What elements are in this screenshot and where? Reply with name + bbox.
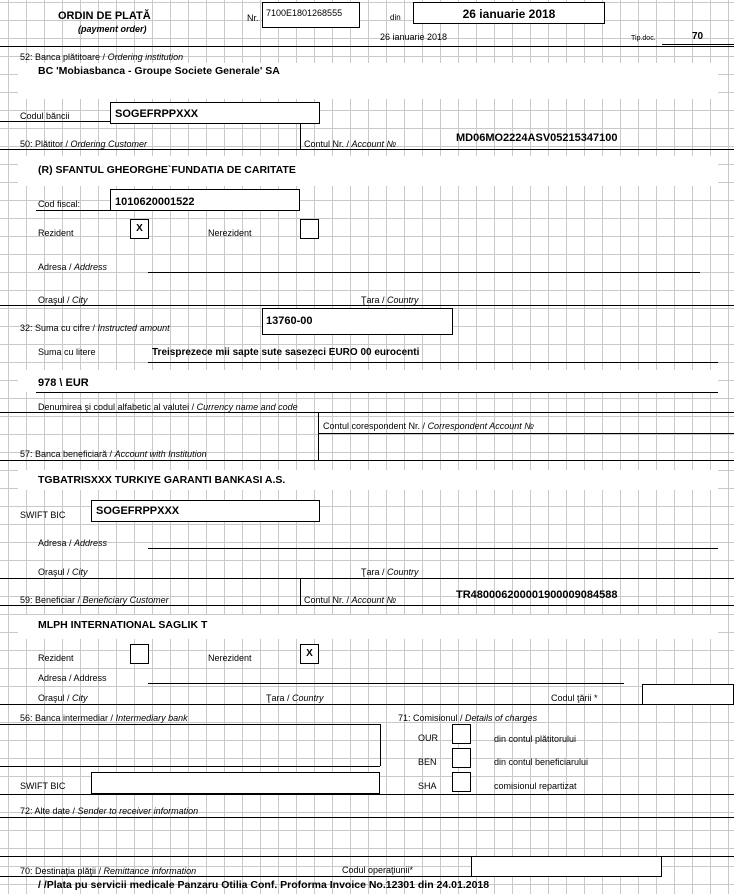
beneficiary-bank-name: TGBATRISXXX TURKIYE GARANTI BANKASI A.S. [38,474,286,486]
ben-nonresident-checkbox[interactable]: X [300,644,319,664]
ben-nonresident-label: Nerezident [208,653,252,663]
ben-country-code-label: Codul ţării * [551,693,598,703]
amount-value: 13760-00 [266,315,313,327]
bb-swift-value: SOGEFRPPXXX [96,505,180,517]
remittance-value: / /Plata pu servicii medicale Panzaru Otilia Conf. Proforma Invoice No.12301 din 24.01.2018 [38,879,490,891]
payer-nonresident-checkbox[interactable] [300,219,319,239]
ben-country-label: Ţara / Country [266,693,324,703]
nr-label: Nr. [247,13,259,23]
ben-resident-label: Rezident [38,653,74,663]
payer-name: (R) SFANTUL GHEORGHE`FUNDATIA DE CARITATE [38,164,296,176]
amount-box [262,308,453,335]
remittance-label: 70: Destinaţia plăţii / Remittance information [20,866,197,876]
amount-label: 32: Suma cu cifre / Instructed amount [20,323,170,333]
payer-city-line [0,305,734,306]
payer-label: 50: Plătitor / Ordering Customer [20,139,148,149]
charges-label: 71: Comisionul / Details of charges [398,713,538,723]
bb-country-label: Ţara / Country [361,567,419,577]
bb-swift-label: SWIFT BIC [20,510,66,520]
fiscal-label: Cod fiscal: [38,199,81,209]
ben-country-code-box [642,684,734,705]
currency-label: Denumirea şi codul alfabetic al valutei / Currency name and code [38,402,298,412]
intermediary-line [0,724,380,725]
remittance-line [0,876,471,877]
currency-area [18,370,718,392]
ben-address-line [148,683,624,684]
ben-account-label: Contul Nr. / Account № [304,595,397,605]
charge-ben-text: din contul beneficiarului [494,757,589,767]
tip-doc-underline [662,44,734,45]
currency-line [36,392,718,393]
bank-code-label: Codul băncii [20,111,70,121]
payer-address-label: Adresa / Address [38,262,108,272]
fiscal-box [110,189,300,211]
ordering-bank-name: BC 'Mobiasbanca - Groupe Societe Generale' SA [38,65,280,77]
ben-account-divider [300,578,301,605]
charge-sha-checkbox[interactable] [452,772,471,792]
payer-resident-checkbox[interactable]: X [130,219,149,239]
tip-doc-label: Tip.doc. [631,35,656,42]
op-code-label: Codul operaţiunii* [342,865,414,875]
ben-account-line [0,605,734,606]
payer-account-divider [300,124,301,149]
charge-sha-text: comisionul repartizat [494,781,577,791]
header-divider [0,46,734,47]
intermediary-swift-label: SWIFT BIC [20,781,66,791]
bank-code-value: SOGEFRPPXXX [115,108,199,120]
ben-city-line [0,704,642,705]
tip-doc-value: 70 [692,31,704,42]
ben-account-value: TR480006200001900009084588 [456,589,618,601]
charge-our-checkbox[interactable] [452,724,471,744]
payer-account-label: Contul Nr. / Account № [304,139,397,149]
op-code-box [471,856,662,877]
ben-resident-checkbox[interactable] [130,644,149,664]
bb-address-line [148,548,718,549]
corr-account-label: Contul corespondent Nr. / Correspondent Account № [323,421,535,431]
currency-value: 978 \ EUR [38,377,89,389]
charge-sha-code: SHA [418,781,437,791]
payer-country-label: Ţara / Country [361,295,419,305]
payer-address-line [148,272,700,273]
bb-swift-box [91,500,320,522]
currency-label-line [0,412,734,413]
charge-ben-code: BEN [418,757,437,767]
charges-bottom-line [0,794,734,795]
beneficiary-name: MLPH INTERNATIONAL SAGLIK T [38,619,208,631]
ben-address-label: Adresa / Address [38,673,107,683]
bank-code-line [0,121,110,122]
payer-resident-label: Rezident [38,228,74,238]
din-label: din [390,13,401,22]
intermediary-label: 56: Banca intermediar / Intermediary bank [20,713,188,723]
nr-value: 7100E1801268555 [266,8,343,18]
payer-city-label: Oraşul / City [38,295,88,305]
charge-our-code: OUR [418,733,438,743]
ordering-bank-label: 52: Banca plătitoare / Ordering institution [20,52,184,62]
amount-words-line [148,362,718,363]
nr-box [262,2,360,28]
bank-code-box [110,102,320,124]
bb-city-label: Oraşul / City [38,567,88,577]
payer-nonresident-label: Nerezident [208,228,252,238]
corr-account-divider [318,412,319,460]
form-title: ORDIN DE PLATĂ [58,10,151,22]
payer-line [0,149,734,150]
beneficiary-bank-label: 57: Banca beneficiară / Account with Institution [20,449,207,459]
intermediary-divider [380,724,381,766]
date-small: 26 ianuarie 2018 [380,32,448,42]
fiscal-line [36,210,110,211]
form-subtitle: (payment order) [78,24,147,34]
bb-address-label: Adresa / Address [38,538,108,548]
date-boxed-value: 26 ianuarie 2018 [462,7,556,21]
charge-ben-checkbox[interactable] [452,748,471,768]
intermediary-bottom-line [0,766,380,767]
ben-city-label: Oraşul / City [38,693,88,703]
bb-city-line [0,578,734,579]
fiscal-value: 1010620001522 [115,196,195,208]
corr-account-line [318,433,734,434]
other-label: 72: Alte date / Sender to receiver information [20,806,199,816]
date-box [413,2,605,24]
other-line [0,817,734,818]
amount-words-value: Treisprezece mii sapte sute sasezeci EURO 00 eurocenti [152,347,420,358]
beneficiary-bank-line [0,460,734,461]
payer-account-value: MD06MO2224ASV05215347100 [456,132,618,144]
beneficiary-label: 59: Beneficiar / Beneficiary Customer [20,595,169,605]
charge-our-text: din contul plătitorului [494,734,577,744]
intermediary-swift-box [91,772,380,794]
amount-words-label: Suma cu litere [38,347,96,357]
